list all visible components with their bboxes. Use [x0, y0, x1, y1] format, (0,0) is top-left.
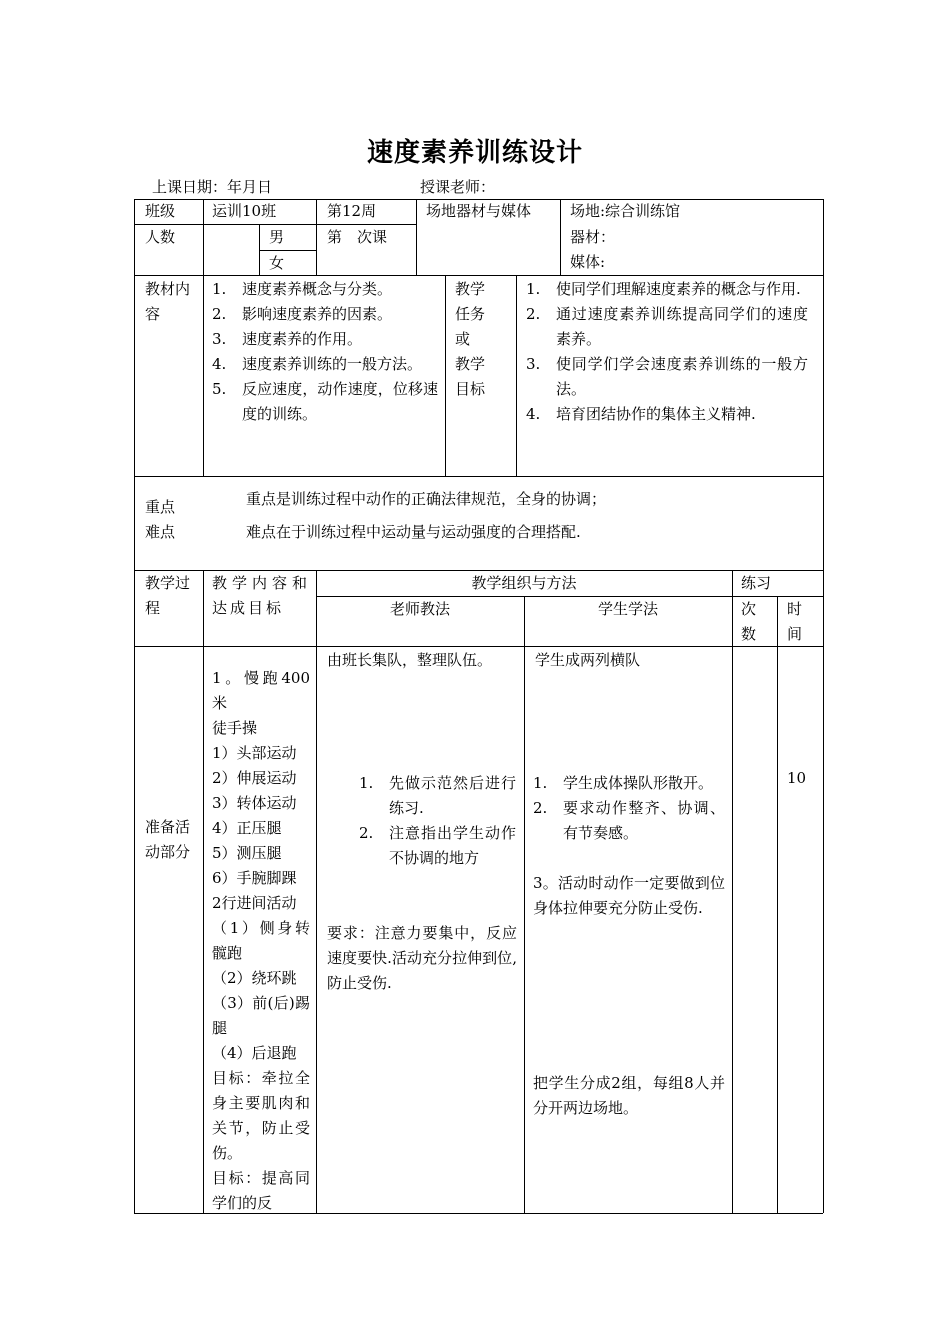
- list-item-number: 1.: [526, 280, 541, 298]
- list-item: [526, 302, 808, 352]
- week-value: 第12周: [327, 202, 377, 220]
- prep-label: 准备活动部分: [145, 818, 191, 861]
- class-value: 运训10班: [212, 202, 277, 220]
- list-item-number: 5.: [212, 380, 227, 398]
- list-item: [533, 771, 725, 796]
- list-item-text: 使同学们理解速度素养的概念与作用.: [556, 280, 801, 298]
- prep-content-line: （2）绕环跳: [212, 969, 297, 987]
- process-header: 教学过程: [145, 574, 191, 617]
- list-item: [526, 402, 808, 427]
- list-item-number: 2.: [212, 305, 227, 323]
- list-item-text: 速度素养训练的一般方法。: [242, 355, 423, 373]
- list-item-number: 2.: [526, 305, 541, 323]
- list-item-text: 速度素养的作用。: [242, 330, 363, 348]
- list-item: [212, 327, 438, 352]
- page-title: 速度素养训练设计: [366, 138, 583, 168]
- list-item-text: 要求动作整齐、协调、有节奏感。: [563, 799, 725, 842]
- list-item-number: 3.: [212, 330, 227, 348]
- class-label: 班级: [145, 202, 176, 220]
- duration-header: 时间: [787, 600, 803, 643]
- prep-content-line: （1）侧身转髋跑: [212, 919, 310, 962]
- student-grouping: 把学生分成2组，每组8人并分开两边场地。: [533, 1074, 725, 1117]
- teacher-gather: 由班长集队，整理队伍。: [327, 651, 493, 669]
- male-label: 男: [269, 228, 285, 246]
- prep-content-line: 5）测压腿: [212, 844, 282, 862]
- list-item-number: 2.: [533, 799, 548, 817]
- teacher-header: 老师教法: [389, 600, 450, 618]
- list-item: [212, 352, 438, 377]
- list-item: [533, 796, 725, 846]
- media-value: 媒体:: [570, 253, 606, 271]
- prep-content: [212, 666, 310, 1216]
- list-item: [359, 771, 516, 821]
- student-formation: 学生成两列横队: [535, 651, 641, 669]
- prep-content-line: 目标：提高同学们的反: [212, 1169, 310, 1212]
- list-item-text: 先做示范然后进行练习.: [389, 774, 516, 817]
- prep-content-line: 目标：牵拉全身主要肌肉和关节，防止受伤。: [212, 1069, 310, 1162]
- list-item-text: 培育团结协作的集体主义精神.: [556, 405, 756, 423]
- lesson-number: 第 次课: [327, 228, 388, 246]
- content-list: [212, 277, 438, 427]
- prep-content-line: 3）转体运动: [212, 794, 297, 812]
- list-item-text: 速度素养概念与分类。: [242, 280, 393, 298]
- prep-content-line: 4）正压腿: [212, 819, 282, 837]
- content-header: 教学内容和达成目标: [212, 574, 310, 617]
- prep-content-line: 2行进间活动: [212, 894, 297, 912]
- list-item-text: 通过速度素养训练提高同学们的速度素养。: [556, 305, 808, 348]
- org-header: 教学组织与方法: [471, 574, 577, 592]
- goals-list: [526, 277, 808, 427]
- list-item-text: 学生成体操队形散开。: [563, 774, 714, 792]
- student-note: 3。活动时动作一定要做到位身体拉伸要充分防止受伤.: [533, 874, 725, 917]
- equipment-label: 场地器材与媒体: [426, 202, 532, 220]
- list-item-text: 使同学们学会速度素养训练的一般方法。: [556, 355, 808, 398]
- prep-content-line: 1）头部运动: [212, 744, 297, 762]
- count-label: 人数: [145, 228, 176, 246]
- prep-content-line: （4）后退跑: [212, 1044, 297, 1062]
- equipment-value: 器材：: [570, 228, 616, 246]
- list-item-number: 2.: [359, 824, 374, 842]
- list-item-number: 4.: [526, 405, 541, 423]
- list-item: [526, 277, 808, 302]
- student-steps: [533, 771, 725, 846]
- key-point: 重点是训练过程中动作的正确法律规范，全身的协调；: [246, 490, 607, 508]
- task-label: 教学 任务 或 教学 目标: [455, 280, 486, 398]
- list-item-number: 3.: [526, 355, 541, 373]
- list-item-text: 影响速度素养的因素。: [242, 305, 393, 323]
- times-header: 次数: [741, 600, 757, 643]
- list-item-number: 4.: [212, 355, 227, 373]
- content-label: 教材内容: [145, 280, 191, 323]
- list-item: [212, 377, 438, 427]
- prep-content-line: 2）伸展运动: [212, 769, 297, 787]
- list-item-number: 1.: [359, 774, 374, 792]
- list-item: [359, 821, 516, 871]
- list-item-text: 注意指出学生动作不协调的地方: [389, 824, 516, 867]
- venue-value: 场地:综合训练馆: [570, 202, 681, 220]
- class-date: 上课日期：年月日: [152, 178, 273, 196]
- prep-content-line: 6）手腕脚踝: [212, 869, 297, 887]
- prep-content-line: （3）前(后)踢腿: [212, 994, 310, 1037]
- teacher-requirement: 要求：注意力要集中，反应速度要快.活动充分拉伸到位,防止受伤.: [327, 924, 517, 992]
- list-item-number: 1.: [212, 280, 227, 298]
- prep-content-line: 1。慢跑400米: [212, 669, 310, 712]
- prep-content-line: 徒手操: [212, 719, 258, 737]
- prep-time: 10: [787, 769, 807, 787]
- list-item: [212, 302, 438, 327]
- practice-header: 练习: [741, 574, 772, 592]
- teacher-name: 授课老师：: [420, 178, 496, 196]
- student-header: 学生学法: [597, 600, 658, 618]
- list-item-number: 1.: [533, 774, 548, 792]
- list-item: [212, 277, 438, 302]
- teacher-steps: [359, 771, 516, 871]
- list-item: [526, 352, 808, 402]
- difficult-point: 难点在于训练过程中运动量与运动强度的合理搭配.: [246, 523, 581, 541]
- list-item-text: 反应速度，动作速度，位移速度的训练。: [242, 380, 438, 423]
- female-label: 女: [269, 254, 285, 272]
- key-label: 重点 难点: [145, 498, 176, 541]
